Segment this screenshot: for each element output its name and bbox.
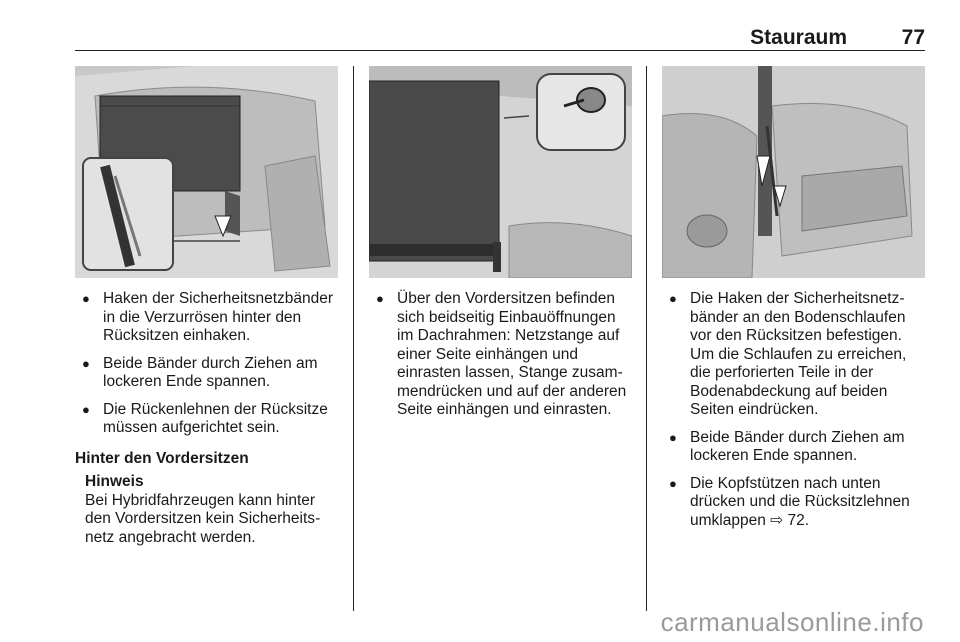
- bullet-icon: ●: [82, 291, 90, 306]
- arrow-reference-icon: ⇨: [770, 511, 784, 529]
- bullet-icon: ●: [669, 291, 677, 306]
- column-1: [75, 290, 343, 547]
- illustration-roof-mount: [369, 66, 632, 278]
- note-text: Bei Hybridfahrzeugen kann hinter den Vordersitzen kein Sicherheitsnetz angebracht werden.: [85, 491, 321, 546]
- bullet-icon: ●: [376, 291, 384, 306]
- list-item: ● Die Haken der Sicherheitsnetzbänder an den Bodenschlaufen vor den Rücksitzen befestigen. Um die Schlaufen zu erreichen, die perforierten Teile in der Bodenabdeckung auf beiden Seiten eindrücken.: [669, 290, 907, 418]
- list-item: ● Über den Vordersitzen befinden sich beidseitig Einbauöffnungen im Dachrahmen: Netzstange auf einer Seite einhängen und einrasten lassen, Stange zusammendrücken und auf der anderen Seite einhängen und einrasten.: [376, 290, 627, 418]
- illustration-trunk-hooks: [75, 66, 338, 278]
- section-title: Stauraum: [750, 26, 847, 49]
- column-divider: [646, 66, 647, 611]
- list-item: ● Beide Bänder durch Ziehen am lockeren Ende spannen.: [669, 428, 905, 464]
- bullet-icon: ●: [669, 429, 677, 445]
- page-number: 77: [901, 26, 925, 49]
- note-title: Hinweis: [85, 473, 144, 490]
- list-item: ● Beide Bänder durch Ziehen am lockeren Ende spannen.: [82, 354, 318, 390]
- page-header: [75, 26, 925, 51]
- page-reference-link[interactable]: 72.: [787, 511, 810, 529]
- illustration-rear-seats: [662, 66, 925, 278]
- bullet-icon: ●: [669, 475, 677, 491]
- watermark: carmanualsonline.info: [660, 607, 924, 637]
- bullet-icon: ●: [82, 401, 90, 417]
- subheading: Hinter den Vordersitzen: [75, 449, 249, 467]
- list-item: ● Haken der Sicherheitsnetzbänder in die Verzurrösen hinter den Rücksitzen einhaken.: [82, 290, 334, 344]
- column-2: [369, 290, 635, 429]
- column-divider: [353, 66, 354, 611]
- bullet-icon: ●: [82, 355, 90, 371]
- list-item: ● Die Rückenlehnen der Rücksitze müssen aufgerichtet sein.: [82, 400, 328, 436]
- column-3: [662, 290, 927, 539]
- note-block: [85, 473, 343, 547]
- list-item: ● Die Kopfstützen nach unten drücken und die Rücksitzlehnen umklappen ⇨ 72.: [669, 474, 910, 529]
